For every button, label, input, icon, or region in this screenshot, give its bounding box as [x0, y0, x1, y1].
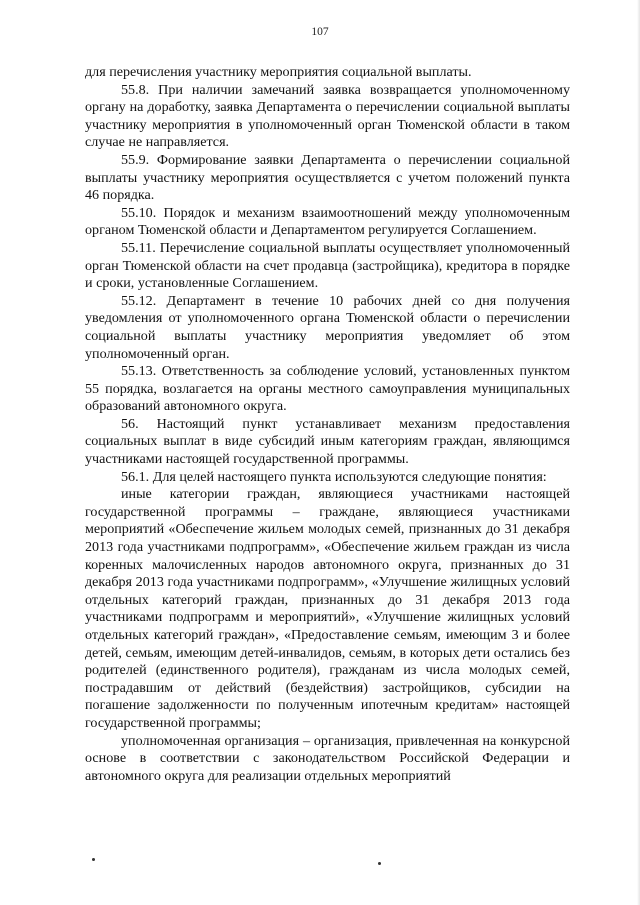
- paragraph-55-8: 55.8. При наличии замечаний заявка возвращается уполномоченному органу на доработку, заявка Департамента о перечислении социальной выплаты участнику мероприятия в уполномоченный орган Тюменской области в таком случае не направляется.: [85, 81, 570, 151]
- paragraph-55-10: 55.10. Порядок и механизм взаимоотношений между уполномоченным органом Тюменской области и Департаментом регулируется Соглашением.: [85, 204, 570, 239]
- paragraph-56-1: 56.1. Для целей настоящего пункта используются следующие понятия:: [121, 468, 547, 485]
- definition-authorized-organization: уполномоченная организация – организация, привлеченная на конкурсной основе в соответствии с законодательством Российской Федерации и автономного округа для реализации отдельных мероприятий: [85, 732, 570, 784]
- paragraph-55-11: 55.11. Перечисление социальной выплаты осуществляет уполномоченный орган Тюменской области на счет продавца (застройщика), кредитора в порядке и сроки, установленные Соглашением.: [85, 239, 570, 292]
- paragraph-55-9: 55.9. Формирование заявки Департамента о перечислении социальной выплаты участнику мероприятия осуществляется с учетом положений пункта 46 порядка.: [85, 151, 570, 204]
- paragraph-55-12: 55.12. Департамент в течение 10 рабочих дней со дня получения уведомления от уполномоченного органа Тюменской области о перечислении социальной выплаты участнику мероприятия уведомляет об этом уполномоченный орган.: [85, 292, 570, 362]
- definition-other-categories: иные категории граждан, являющиеся участниками настоящей государственной программы – граждане, являющиеся участниками мероприятий «Обеспечение жильем молодых семей, признанных до 31 декабря 2013 года участниками подпрограмм», «Обеспечение жильем граждан из числа коренных малочисленных народов автономного округа, признанных до 31 декабря 2013 года участниками подпрограмм», «Улучшение жилищных условий отдельных категорий граждан, признанных до 31 декабря 2013 года участниками подпрограмм и мероприятий», «Улучшение жилищных условий отдельных категорий граждан», «Предоставление семьям, имеющим 3 и более детей, семьям, имеющим детей-инвалидов, семьям, в которых дети остались без родителей (единственного родителя), гражданам из числа молодых семей, пострадавшим от действий (бездействия) застройщиков, субсидии на погашение задолженности по полученным ипотечным кредитам» настоящей государственной программы;: [85, 486, 570, 731]
- page-number: 107: [311, 26, 329, 38]
- scan-dot-mark: [92, 858, 95, 861]
- paragraph-55-13: 55.13. Ответственность за соблюдение условий, установленных пунктом 55 порядка, возлагается на органы местного самоуправления муниципальных образований автономного округа.: [85, 363, 570, 415]
- document-body: [85, 64, 570, 785]
- scan-dot-mark: [378, 862, 381, 865]
- paragraph-continuation: для перечисления участнику мероприятия социальной выплаты.: [85, 64, 472, 80]
- paragraph-56: 56. Настоящий пункт устанавливает механизм предоставления социальных выплат в виде субсидий иным категориям граждан, являющимся участниками настоящей государственной программы.: [85, 415, 570, 468]
